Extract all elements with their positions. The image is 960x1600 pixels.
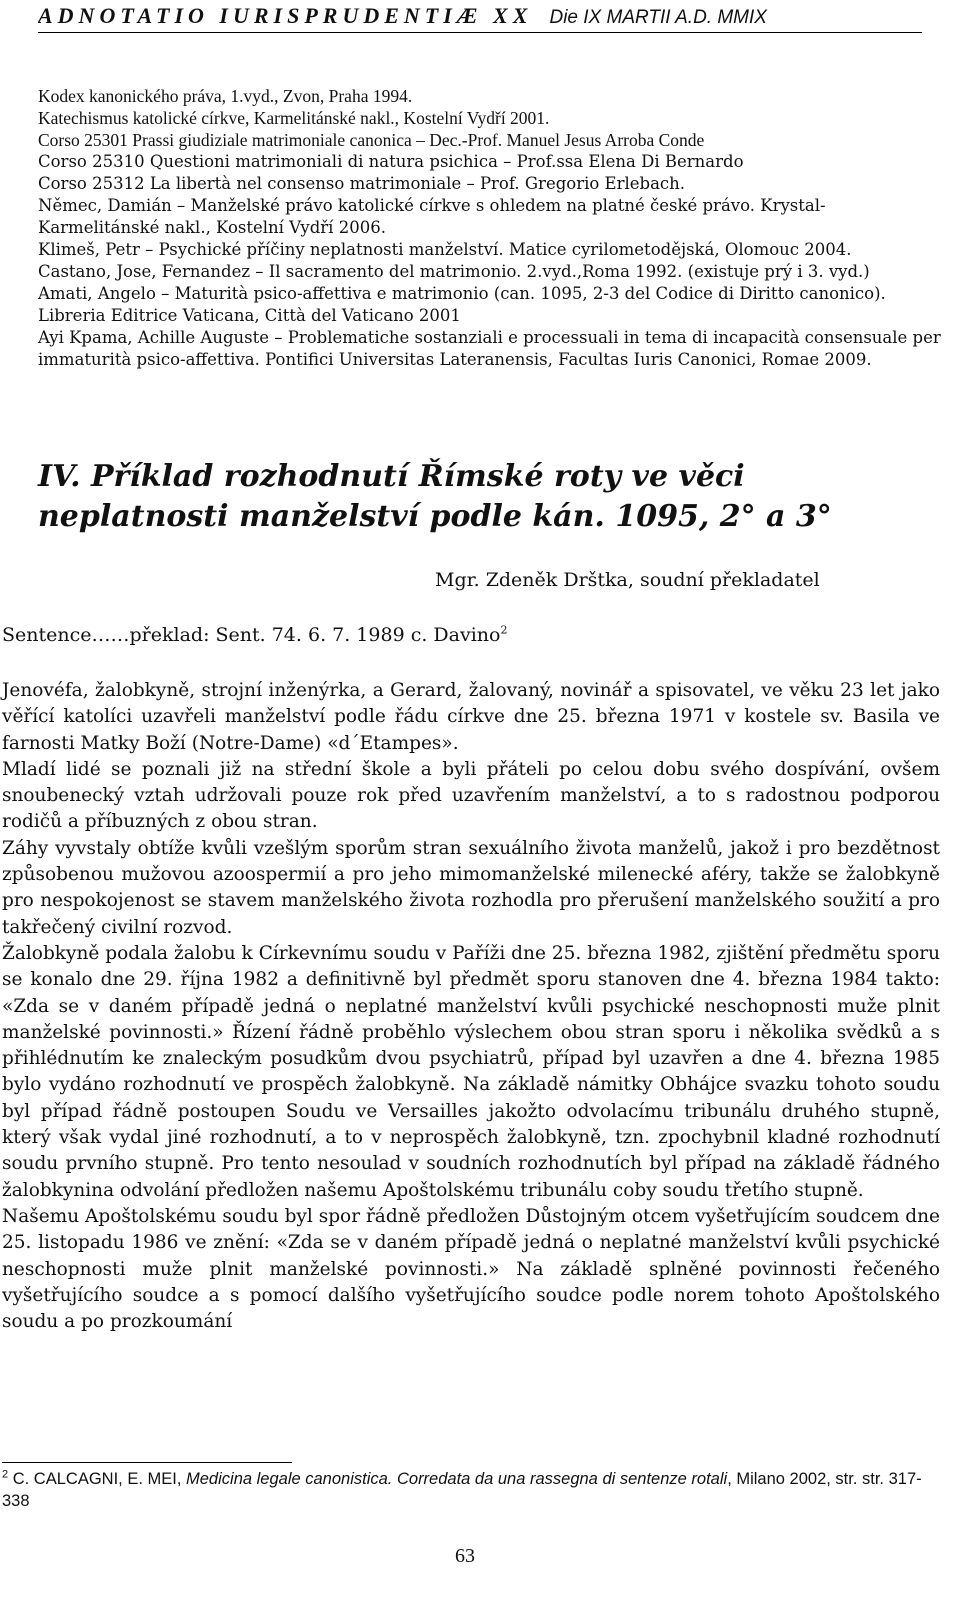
footnote-publisher: , Milano 2002, str. str. 317-338 [2,1470,922,1510]
reference-item: Klimeš, Petr – Psychické příčiny neplatnosti manželství. Matice cyrilometodějská, Olomouc 2004. [38,240,852,259]
author-line: Mgr. Zdeněk Drštka, soudní překladatel [435,569,820,591]
footnote-divider [2,1462,292,1463]
bibliography-list [38,85,944,371]
main-text [2,678,940,1335]
section-heading: IV. Příklad rozhodnutí Římské roty ve věci neplatnosti manželství podle kán. 1095, 2° a 3° [38,459,832,534]
reference-item: Ayi Kpama, Achille Auguste – Problematiche sostanziali e processuali in tema di incapacità consensuale per immaturità psico-affettiva. Pontifici Universitas Lateranensis, Facultas Iuris Canonici, Romae 2009. [38,328,941,369]
reference-item: Corso 25301 Prassi giudiziale matrimoniale canonica – Dec.-Prof. Manuel Jesus Arroba Conde [38,130,705,150]
footnote-number: 2 [2,1468,9,1481]
paragraph: Jenovéfa, žalobkyně, strojní inženýrka, a Gerard, žalovaný, novinář a spisovatel, ve věku 23 let jako věřící katolíci uzavřeli manželství podle řádu církve dne 25. března 1971 v kostele sv. Basila ve farnosti Matky Boží (Notre-Dame) «d´Etampes». [2,680,940,754]
paragraph: Žalobkyně podala žalobu k Církevnímu soudu v Paříži dne 25. března 1982, zjištění předmětu sporu se konalo dne 29. října 1982 a definitivně byl předmět sporu stanoven dne 4. března 1984 takto: «Zda se v daném případě jedná o neplatné manželství kvůli psychické neschopnosti muže plnit manželské povinnosti.» Řízení řádně proběhlo výslechem obou stran sporu i několika svědků a s přihlédnutím ke znaleckým posudkům dvou psychiatrů, případ byl uzavřen a dne 4. března 1985 bylo vydáno rozhodnutí ve prospěch žalobkyně. Na základě námitky Obhájce svazku tohoto soudu byl případ řádně postoupen Soudu ve Versailles jakožto odvolacímu tribunálu druhého stupně, který však vydal jiné rozhodnutí, a to v neprospěch žalobkyně, tzn. zpochybnil kladné rozhodnutí soudu prvního stupně. Pro tento nesoulad v soudních rozhodnutích byl případ na základě řádného žalobkynina odvolání předložen našemu Apoštolskému tribunálu coby soudu třetího stupně. [2,942,940,1201]
reference-item: Amati, Angelo – Maturità psico-affettiva e matrimonio (can. 1095, 2-3 del Codice di Diritto canonico). Libreria Editrice Vaticana, Città del Vaticano 2001 [38,284,886,325]
sentence-text: Sentence……překlad: Sent. 74. 6. 7. 1989 c. Davino [2,624,501,646]
running-header [38,2,922,33]
reference-item: Němec, Damián – Manželské právo katolické církve s ohledem na platné české právo. Krystal- Karmelitánské nakl., Kostelní Vydří 2006. [38,196,826,237]
issue-date: Die IX MARTII A.D. MMIX [549,7,767,28]
footnote-authors: C. CALCAGNI, E. MEI, [12,1470,182,1488]
paragraph: Záhy vyvstaly obtíže kvůli vzešlým sporům stran sexuálního života manželů, jakož i pro bezdětnost způsobenou mužovou azoospermií a pro jeho mimomanželské milenecké aféry, takže se žalobkyně pro nespokojenost se stavem manželského života rozhodla pro přerušení manželského soužití a pro takřečený civilní rozvod. [2,837,940,938]
footnote-title: Medicina legale canonistica. Corredata da una rassegna di sentenze rotali [186,1470,728,1488]
journal-title: ADNOTATIO IURISPRUDENTIÆ XX [38,3,533,28]
footnote [2,1468,932,1512]
reference-item: Corso 25310 Questioni matrimoniali di natura psichica – Prof.ssa Elena Di Bernardo [38,152,744,171]
reference-item: Castano, Jose, Fernandez – Il sacramento del matrimonio. 2.vyd.,Roma 1992. (existuje prý i 3. vyd.) [38,262,870,281]
reference-item: Kodex kanonického práva, 1.vyd., Zvon, Praha 1994. [38,86,413,106]
page-number: 63 [455,1545,475,1567]
footnote-mark: 2 [500,623,508,637]
paragraph: Našemu Apoštolskému soudu byl spor řádně předložen Důstojným otcem vyšetřujícím soudcem dne 25. listopadu 1986 ve znění: «Zda se v daném případě jedná o neplatné manželství kvůli psychické neschopnosti muže plnit manželské povinnosti.» Na základě splněné povinnosti řečeného vyšetřujícího soudce a s pomocí dalšího vyšetřujícího soudce podle norem tohoto Apoštolského soudu a po prozkoumání [2,1205,940,1333]
sentence-reference [2,623,507,647]
paragraph: Mladí lidé se poznali již na střední škole a byli přáteli po celou dobu svého dospívání, ovšem snoubenecký vztah udržovali pouze rok před uzavřením manželství, a to s radostnou podporou rodičů a příbuzných z obou stran. [2,758,940,833]
reference-item: Corso 25312 La libertà nel consenso matrimoniale – Prof. Gregorio Erlebach. [38,174,686,193]
reference-item: Katechismus katolické církve, Karmelitánské nakl., Kostelní Vydří 2001. [38,108,550,128]
